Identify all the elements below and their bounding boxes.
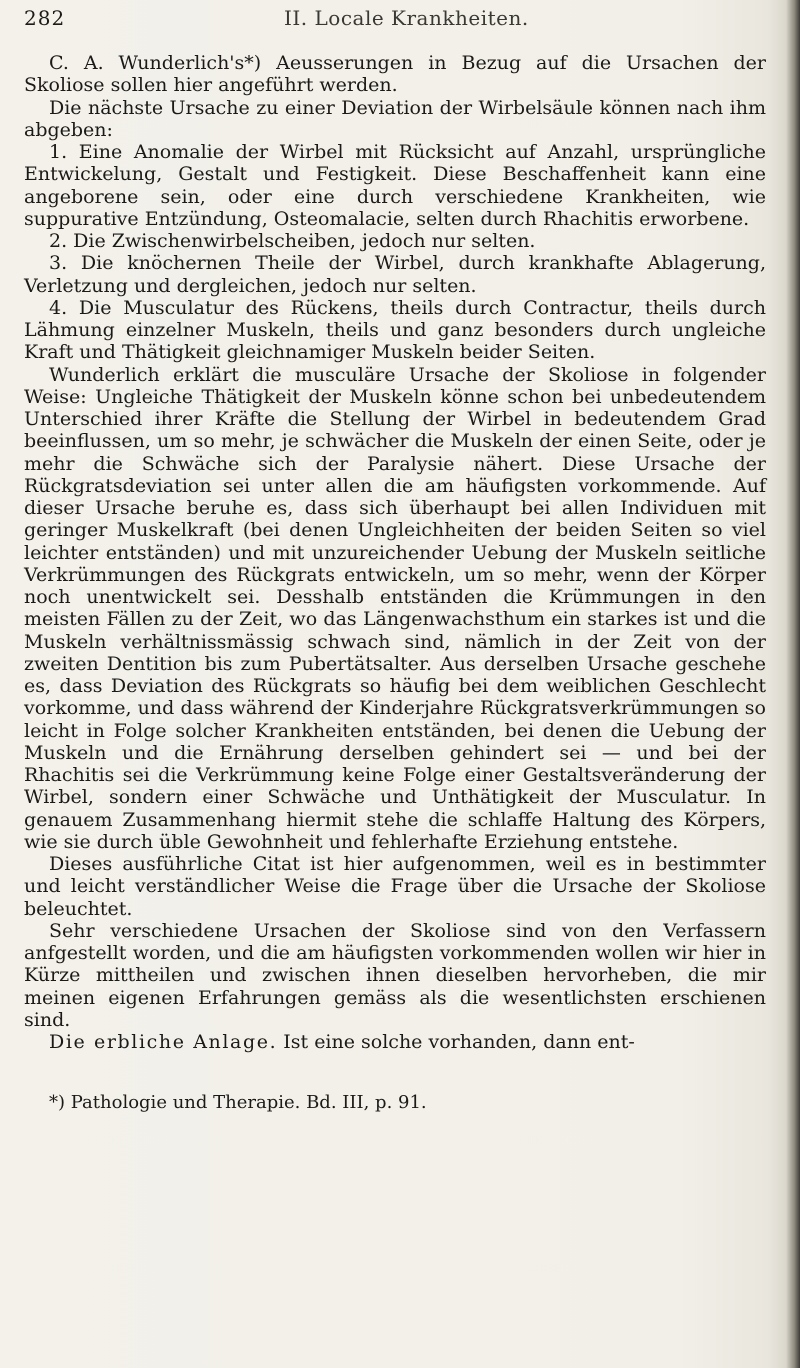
paragraph-text: Ist eine solche vorhanden, dann ent- [277, 1031, 635, 1053]
footnote-text: *) Pathologie und Therapie. Bd. III, p. 91. [49, 1092, 427, 1113]
paragraph: Sehr verschiedene Ursachen der Skoliose sind von den Verfassern anfgestellt worden, und die am häufigsten vorkommenden wollen wir hier in Kürze mittheilen und zwischen ihnen dieselben hervorheben, die mir meinen eigenen Erfahrungen gemäss als die wesentlichsten erschienen sind. [24, 919, 766, 1031]
paragraph: Dieses ausführliche Citat ist hier aufgenommen, weil es in bestimmter und leicht verständlicher Weise die Frage über die Ursache der Skoliose beleuchtet. [24, 853, 766, 920]
body-text [24, 52, 766, 1053]
emphasized-heading: Die erbliche Anlage. [49, 1031, 278, 1053]
footnote [24, 1092, 766, 1114]
paragraph: 3. Die knöchernen Theile der Wirbel, durch krankhafte Ablagerung, Verletzung und dergleichen, jedoch nur selten. [24, 252, 766, 297]
page-header [24, 6, 764, 38]
page-edge-shadow [786, 0, 800, 1368]
paragraph: C. A. Wunderlich's*) Aeusserungen in Bezug auf die Ursachen der Skoliose sollen hier angeführt werden. [24, 52, 766, 97]
paragraph: 1. Eine Anomalie der Wirbel mit Rücksicht auf Anzahl, ursprüngliche Entwickelung, Gestalt und Festigkeit. Diese Beschaffenheit kann eine angeborene sein, oder eine durch verschiedene Krankheiten, wie suppurative Entzündung, Osteomalacie, selten durch Rhachitis erworbene. [24, 141, 766, 230]
paragraph-last [24, 1031, 766, 1053]
running-head: II. Locale Krankheiten. [284, 6, 529, 30]
paragraph: Die nächste Ursache zu einer Deviation der Wirbelsäule können nach ihm abgeben: [24, 96, 766, 141]
paragraph: Wunderlich erklärt die musculäre Ursache der Skoliose in folgender Weise: Ungleiche Thätigkeit der Muskeln könne schon bei unbedeutendem Unterschied ihrer Kräfte die Stellung der Wirbel in bedeutendem Grad beeinflussen, um so mehr, je schwächer die Muskeln der einen Seite, oder je mehr die Schwäche sich der Paralysie nähert. Diese Ursache der Rückgratsdeviation sei unter allen die am häufigsten vorkommende. Auf dieser Ursache beruhe es, dass sich überhaupt bei allen Individuen mit geringer Muskelkraft (bei denen Ungleichheiten der beiden Seiten so viel leichter entständen) und mit unzureichender Uebung der Muskeln seitliche Verkrümmungen des Rückgrats entwickeln, um so mehr, wenn der Körper noch unentwickelt sei. Desshalb entständen die Krümmungen in den meisten Fällen zu der Zeit, wo das Längenwachsthum ein starkes ist und die Muskeln verhältnissmässig schwach sind, nämlich in der Zeit von der zweiten Dentition bis zum Pubertätsalter. Aus derselben Ursache geschehe es, dass Deviation des Rückgrats so häufig bei dem weiblichen Geschlecht vorkomme, und dass während der Kinderjahre Rückgratsverkrümmungen so leicht in Folge solcher Krankheiten entständen, bei denen die Uebung der Muskeln und die Ernährung derselben gehindert sei — und bei der Rhachitis sei die Verkrümmung keine Folge einer Gestaltsveränderung der Wirbel, sondern einer Schwäche und Unthätigkeit der Musculatur. In genauem Zusammenhang hiermit stehe die schlaffe Haltung des Körpers, wie sie durch üble Gewohnheit und fehlerhafte Erziehung entstehe. [24, 363, 766, 853]
page-number: 282 [24, 6, 66, 30]
paragraph: 2. Die Zwischenwirbelscheiben, jedoch nur selten. [49, 230, 536, 252]
paragraph: 4. Die Musculatur des Rückens, theils durch Contractur, theils durch Lähmung einzelner Muskeln, theils und ganz besonders durch ungleiche Kraft und Thätigkeit gleichnamiger Muskeln beider Seiten. [24, 296, 766, 364]
